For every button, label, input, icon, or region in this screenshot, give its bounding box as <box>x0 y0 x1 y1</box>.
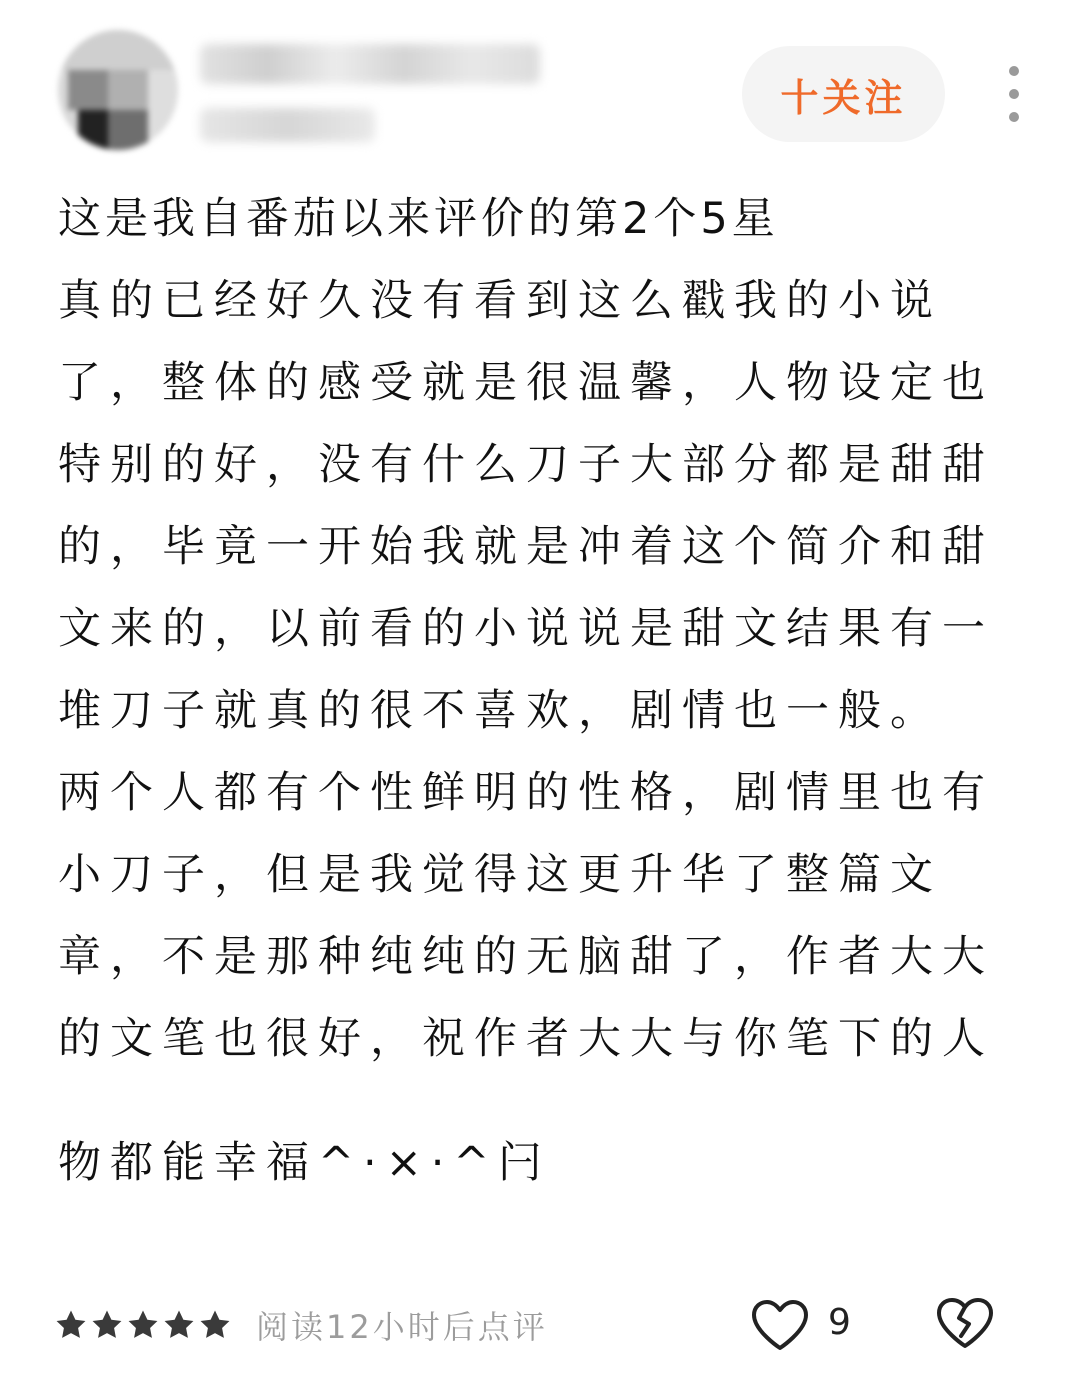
review-date-blurred <box>200 108 375 142</box>
star-icon <box>90 1308 124 1342</box>
review-line: 的，毕竟一开始我就是冲着这个简介和甜 <box>58 522 994 572</box>
star-icon <box>198 1308 232 1342</box>
follow-button[interactable]: 十关注 <box>742 46 945 142</box>
review-line: 的文笔也很好，祝作者大大与你笔下的人 <box>58 1014 994 1064</box>
like-button[interactable] <box>750 1296 870 1356</box>
star-icon <box>54 1308 88 1342</box>
more-vertical-icon[interactable] <box>1000 66 1030 122</box>
avatar[interactable] <box>58 30 178 150</box>
review-line: 堆刀子就真的很不喜欢，剧情也一般。 <box>58 686 942 736</box>
review-line: 特别的好，没有什么刀子大部分都是甜甜 <box>58 440 994 490</box>
review-line: 文来的，以前看的小说说是甜文结果有一 <box>58 604 994 654</box>
dislike-button[interactable] <box>934 1294 998 1354</box>
review-line: 小刀子，但是我觉得这更升华了整篇文 <box>58 850 942 900</box>
review-header <box>0 0 1080 165</box>
review-line: 章，不是那种纯纯的无脑甜了，作者大大 <box>58 932 994 982</box>
review-line: 物都能幸福^·×·^闩 <box>58 1138 551 1188</box>
review-text <box>58 178 1033 1204</box>
review-line: 真的已经好久没有看到这么戳我的小说 <box>58 276 942 326</box>
review-line: 了，整体的感受就是很温馨，人物设定也 <box>58 358 994 408</box>
read-time-note: 阅读12小时后点评 <box>256 1308 548 1346</box>
review-line: 这是我自番茄以来评价的第2个5星 <box>58 194 779 244</box>
review-footer <box>0 1290 1080 1370</box>
broken-heart-icon <box>934 1294 996 1352</box>
username-blurred <box>200 44 540 84</box>
star-icon <box>126 1308 160 1342</box>
star-icon <box>162 1308 196 1342</box>
star-rating <box>54 1308 232 1342</box>
review-line: 两个人都有个性鲜明的性格，剧情里也有 <box>58 768 994 818</box>
heart-outline-icon <box>750 1298 810 1352</box>
like-count: 9 <box>828 1302 851 1343</box>
